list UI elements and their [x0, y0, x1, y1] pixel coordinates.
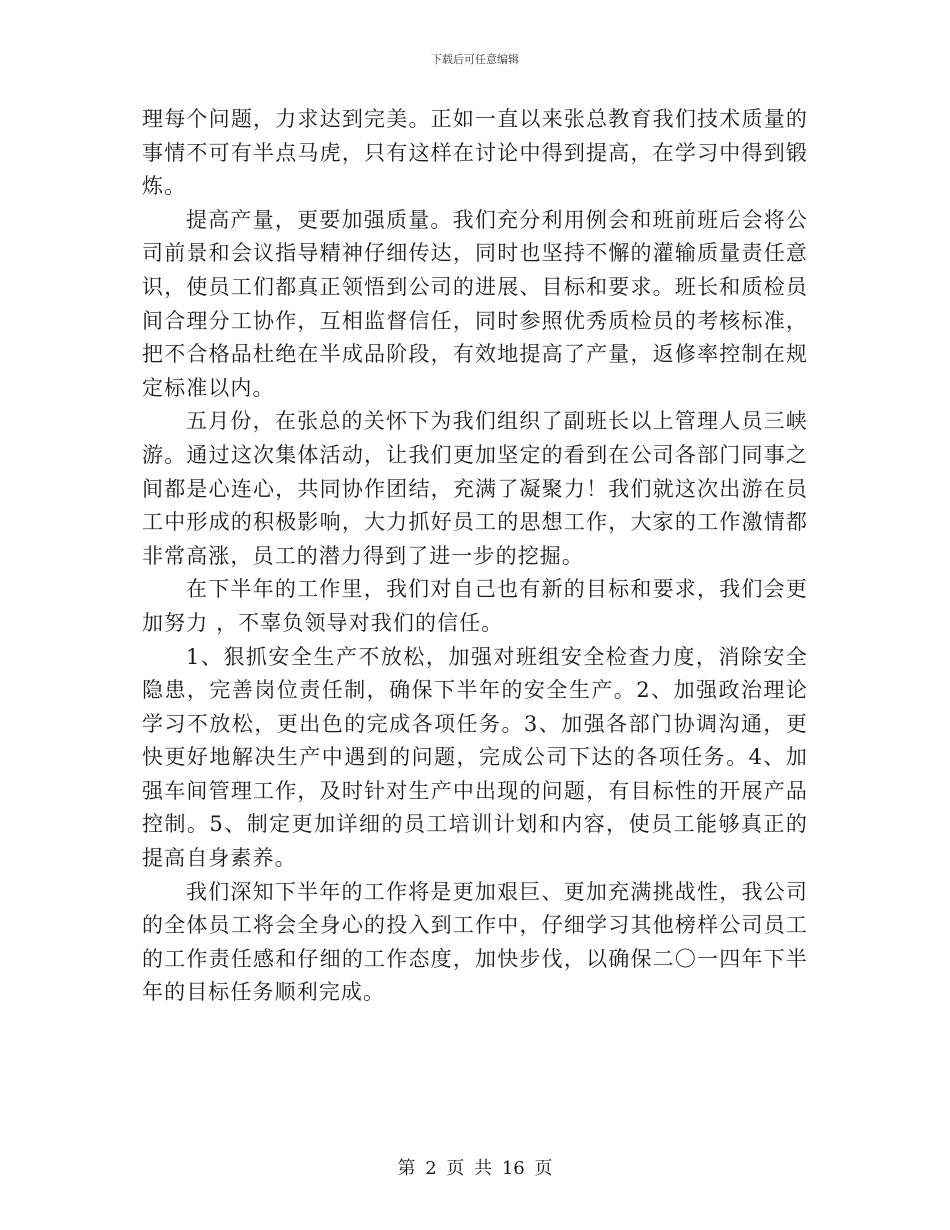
- page-header: 下载后可任意编辑: [431, 53, 519, 66]
- page-footer: 第 2 页 共 16 页: [397, 1158, 553, 1179]
- document-body: [142, 103, 808, 1010]
- paragraph-task-list: 1、狠抓安全生产不放松，加强对班组安全检查力度，消除安全隐患，完善岗位责任制，确保下半年的安全生产。2、加强政治理论学习不放松，更出色的完成各项任务。3、加强各部门协调沟通，更快更好地解决生产中遇到的问题，完成公司下达的各项任务。4、加强车间管理工作，及时针对生产中出现的问题，有目标性的开展产品控制。5、制定更加详细的员工培训计划和内容，使员工能够真正的提高自身素养。: [142, 644, 808, 871]
- paragraph-continuation: 理每个问题，力求达到完美。正如一直以来张总教育我们技术质量的事情不可有半点马虎，只有这样在讨论中得到提高，在学习中得到锻炼。: [142, 107, 808, 199]
- paragraph-second-half-goals: 在下半年的工作里，我们对自己也有新的目标和要求，我们会更加努力 ，不辜负领导对我们的信任。: [142, 577, 808, 635]
- paragraph-may-trip: 五月份，在张总的关怀下为我们组织了副班长以上管理人员三峡游。通过这次集体活动，让我们更加坚定的看到在公司各部门同事之间都是心连心，共同协作团结，充满了凝聚力！我们就这次出游在员工中形成的积极影响，大力抓好员工的思想工作，大家的工作激情都非常高涨，员工的潜力得到了进一步的挖掘。: [142, 409, 808, 568]
- paragraph-quality: 提高产量，更要加强质量。我们充分利用例会和班前班后会将公司前景和会议指导精神仔细传达，同时也坚持不懈的灌输质量责任意识，使员工们都真正领悟到公司的进展、目标和要求。班长和质检员间合理分工协作，互相监督信任，同时参照优秀质检员的考核标准，把不合格品杜绝在半成品阶段，有效地提高了产量，返修率控制在规定标准以内。: [142, 207, 808, 400]
- paragraph-conclusion: 我们深知下半年的工作将是更加艰巨、更加充满挑战性，我公司的全体员工将会全身心的投入到工作中，仔细学习其他榜样公司员工的工作责任感和仔细的工作态度，加快步伐，以确保二〇一四年下半年的目标任务顺利完成。: [142, 879, 808, 1005]
